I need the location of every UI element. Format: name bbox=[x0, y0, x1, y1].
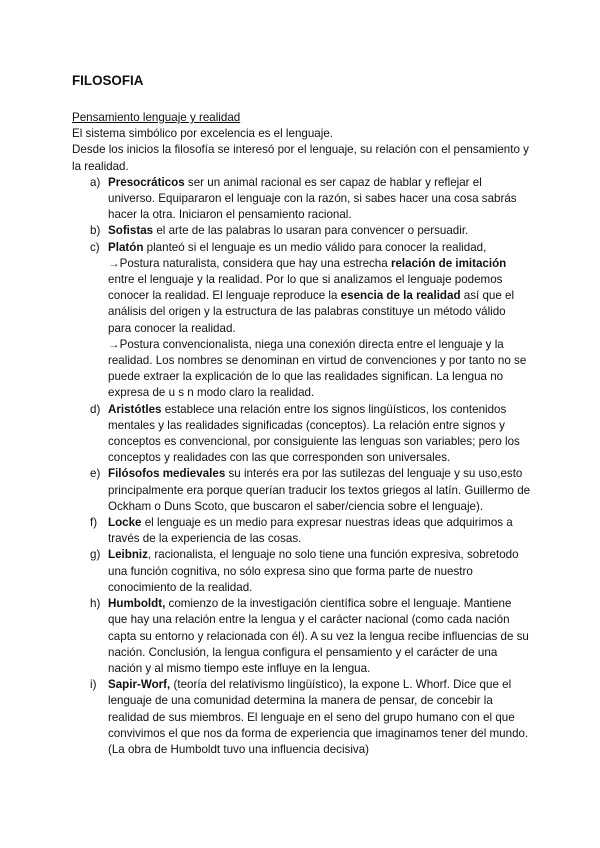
naturalist-bold-1: relación de imitación bbox=[390, 256, 507, 270]
list-marker: h) bbox=[90, 597, 101, 611]
platon-naturalist-paragraph bbox=[108, 256, 532, 337]
term-presocraticos: Presocráticos bbox=[108, 175, 185, 189]
term-platon: Platón bbox=[108, 240, 144, 254]
list-marker: a) bbox=[90, 175, 101, 189]
list-marker: d) bbox=[90, 402, 101, 416]
naturalist-text-2: entre el lenguaje y la realidad. Por lo que si analizamos el lenguaje podemos conocer la realidad. El lenguaje reproduce la bbox=[108, 273, 503, 303]
list-item-medievales bbox=[90, 466, 532, 515]
item-text: su interés era por las sutilezas del lenguaje y su uso,esto principalmente era porque querían traducir los textos griegos al latín. Guillermo de Ockham o Duns Scoto, que buscaron el saber/ciencia sobre el lenguaje). bbox=[108, 467, 531, 513]
list-marker: f) bbox=[90, 516, 98, 530]
list-marker: e) bbox=[90, 467, 101, 481]
item-text: comienzo de la investigación científica sobre el lenguaje. Mantiene que hay una relación entre la lengua y el carácter nacional (como cada nación capta su entorno y relacionada con él). A su vez la lengua recibe influencias de su nación. Conclusión, la lengua configura el pensamiento y el carácter de una nación y al mismo tiempo este influye en la lengua. bbox=[108, 597, 529, 675]
list-marker: i) bbox=[90, 678, 97, 692]
list-marker: b) bbox=[90, 224, 101, 238]
term-locke: Locke bbox=[108, 516, 142, 530]
document-page bbox=[72, 72, 532, 758]
term-sapir-worf: Sapir-Worf, bbox=[108, 678, 171, 692]
list-item-humboldt bbox=[90, 596, 532, 677]
term-humboldt: Humboldt, bbox=[108, 597, 166, 611]
list-item-leibniz bbox=[90, 547, 532, 596]
intro-paragraph-1: El sistema simbólico por excelencia es el lenguaje. bbox=[72, 127, 333, 141]
naturalist-text-3: así que el análisis del origen y la estructura de las palabras constituye un método válido para conocer la realidad. bbox=[108, 289, 515, 335]
item-text: el arte de las palabras lo usaran para convencer o persuadir. bbox=[153, 224, 469, 238]
section-heading: Pensamiento lenguaje y realidad bbox=[72, 111, 241, 124]
term-aristoteles: Aristótles bbox=[108, 402, 162, 416]
item-text: , racionalista, el lenguaje no solo tiene una función expresiva, sobretodo una función cognitiva, no sólo expresa sino que forma parte de nuestro conocimiento de la realidad. bbox=[108, 548, 519, 594]
document-title: FILOSOFIA bbox=[72, 73, 144, 88]
list-marker: c) bbox=[90, 240, 100, 254]
item-text: el lenguaje es un medio para expresar nuestras ideas que adquirimos a través de la experiencia de las cosas. bbox=[108, 516, 513, 546]
philosophers-list bbox=[90, 175, 532, 758]
item-text: planteó si el lenguaje es un medio válido para conocer la realidad, bbox=[143, 240, 487, 254]
term-leibniz: Leibniz bbox=[108, 548, 148, 562]
list-item-platon bbox=[90, 240, 532, 402]
item-text: (teoría del relativismo lingüístico), la expone L. Whorf. Dice que el lenguaje de una comunidad determina la manera de pensar, de concebir la realidad de sus miembros. El lenguaje en el seno del grupo humano con el que convivimos el que nos da forma de experiencia que imaginamos tener del mundo. (La obra de Humboldt tuvo una influencia decisiva) bbox=[108, 678, 529, 756]
list-item-aristoteles bbox=[90, 402, 532, 467]
naturalist-text-1: →Postura naturalista, considera que hay una estrecha bbox=[108, 256, 391, 270]
list-item-presocraticos bbox=[90, 175, 532, 224]
list-item-sofistas bbox=[90, 223, 532, 239]
list-marker: g) bbox=[90, 548, 101, 562]
platon-conventionalist-paragraph: →Postura convencionalista, niega una conexión directa entre el lenguaje y la realidad. Los nombres se denominan en virtud de convenciones y por tanto no se puede extraer la explicación de lo que las realidades significan. La lengua no expresa de u s n modo claro la realidad. bbox=[108, 337, 527, 400]
item-text: establece una relación entre los signos lingüísticos, los contenidos mentales y las realidades significadas (conceptos). La relación entre signos y conceptos es convencional, por consiguiente las lenguas son variables; pero los conceptos y realidades con las que corresponden son universales. bbox=[108, 402, 520, 465]
term-sofistas: Sofistas bbox=[108, 224, 154, 238]
list-item-sapir-worf bbox=[90, 677, 532, 758]
item-text: ser un animal racional es ser capaz de hablar y reflejar el universo. Equipararon el lenguaje con la razón, si sabes hacer una cosa sabrás hacer la otra. Iniciaron el pensamiento racional. bbox=[108, 175, 517, 222]
naturalist-bold-2: esencia de la realidad bbox=[340, 289, 461, 303]
intro-paragraph-2: Desde los inicios la filosofía se interesó por el lenguaje, su relación con el pensamiento y la realidad. bbox=[72, 143, 529, 173]
list-item-locke bbox=[90, 515, 532, 547]
term-medievales: Filósofos medievales bbox=[108, 467, 226, 481]
